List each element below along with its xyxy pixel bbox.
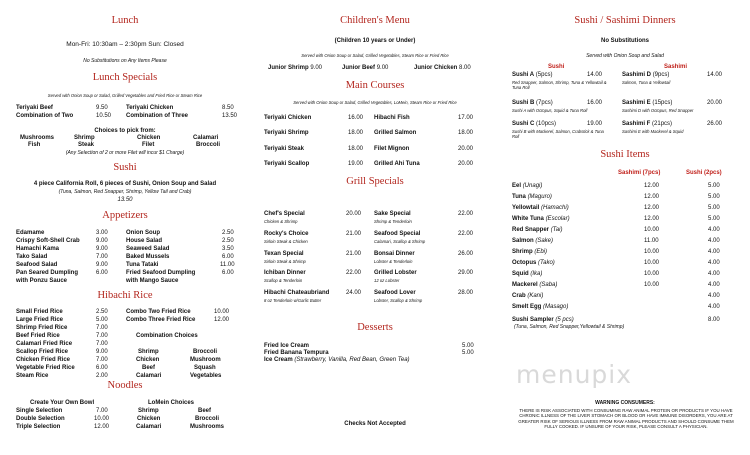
- lomein-choices-title: LoMein Choices: [148, 400, 195, 406]
- menu-item-name: Teriyaki Beef: [16, 105, 53, 111]
- menu-item-price: 8.00: [459, 65, 471, 71]
- kids-item: [414, 65, 471, 71]
- sashimi-dinner-title: Sashimi E (15pcs): [622, 100, 673, 106]
- sushi-price: 4.00: [708, 249, 720, 255]
- sushi-lunch-contents: (Tuna, Salmon, Red Snapper, Shrimp, Yellow Tail and Crab): [58, 189, 192, 195]
- menu-item-description: Sirloin Steak & Shrimp: [264, 259, 306, 264]
- sushi-price-header: Sushi (2pcs): [686, 170, 722, 176]
- combination-choice: Mushroom: [190, 357, 221, 363]
- menu-item-name: Junior Shrimp: [268, 65, 309, 71]
- choice-item: Filet: [142, 142, 155, 148]
- menu-item-price: 18.00: [458, 130, 474, 136]
- menu-item-name: Teriyaki Chicken: [126, 105, 174, 111]
- sushi-price: 4.00: [708, 260, 720, 266]
- menu-item-price: 24.00: [346, 290, 362, 296]
- menu-item-name: Salmon (Sake): [512, 238, 554, 244]
- menu-item-price: 14.00: [587, 72, 603, 78]
- menu-item-price: 9.00: [376, 65, 389, 71]
- menu-item-price: 21.00: [346, 251, 362, 257]
- menu-item-description: Red Snapper, Salmon, Shrimp, Tuna & Yellowtail & Tuna Roll: [512, 80, 607, 91]
- sashimi-price: 10.00: [644, 227, 660, 233]
- menu-item-price: 22.00: [458, 231, 474, 237]
- menu-item-price: 16.00: [348, 115, 364, 121]
- sushi-price: 4.00: [708, 304, 720, 310]
- menu-item-name: Fried Banana Tempura: [264, 350, 329, 356]
- dessert-ice-cream: [264, 357, 410, 363]
- menu-item-price: 7.00: [96, 357, 108, 363]
- menu-item-name: Grilled Lobster: [374, 270, 417, 276]
- menu-item-price: 9.00: [96, 262, 108, 268]
- choice-item: Steak: [78, 142, 95, 148]
- menu-item-name: Eel (Unagi): [512, 183, 543, 189]
- grill-specials-heading: Grill Specials: [346, 176, 404, 187]
- menu-item-name: Sake Special: [374, 211, 411, 217]
- menu-item-name: Shrimp (Ebi): [512, 249, 548, 255]
- menu-item-name: Rocky's Choice: [264, 231, 309, 237]
- menu-item-description: Sushi B with Mackerel, Salmon, Crabstick & Tuna Roll: [512, 129, 604, 140]
- menu-item-name: Crispy Soft-Shell Crab: [16, 238, 80, 244]
- menu-item-price: 11.00: [220, 262, 235, 268]
- sashimi-price: 12.00: [644, 194, 660, 200]
- menu-item-name: Triple Selection: [16, 424, 61, 430]
- kids-item: [342, 65, 388, 71]
- menu-item-description: Sirloin Steak & Chicken: [264, 239, 308, 244]
- menu-item-name: Seaweed Salad: [126, 246, 170, 252]
- menu-item-description: (Strawberry, Vanilla, Red Bean, Green Tea): [294, 357, 410, 363]
- menu-item-description: Lobster, Scallop & Shrimp: [374, 298, 423, 303]
- menu-item-name: Hibachi Chateaubriand: [264, 290, 330, 296]
- menu-item-name: Combo Two Fried Rice: [126, 309, 191, 315]
- menu-item-price: 9.00: [96, 246, 108, 252]
- menu-item-price: 7.00: [96, 408, 108, 414]
- menu-item-price: 13.50: [222, 113, 238, 119]
- childrens-menu-note: Served with Onion Soup or Salad, Grilled Vegetables, Steam Rice or Fried Rice: [301, 53, 449, 58]
- menu-item-description: Sashimi D with Octopus, Red Snapper: [622, 108, 694, 113]
- combination-choices-title: Combination Choices: [136, 333, 198, 339]
- menu-item-name: Octopus (Tako): [512, 260, 555, 266]
- menu-item-description: Chicken & Shrimp: [264, 219, 298, 224]
- menu-item-price: 5.00: [96, 317, 108, 323]
- menu-item-name: Junior Chicken: [414, 65, 458, 71]
- menu-item-price: 2.50: [222, 238, 234, 244]
- menu-item-name: Chef's Special: [264, 211, 305, 217]
- menu-item-price: 9.00: [310, 65, 323, 71]
- menu-item-description: Shrimp & Tenderloin: [374, 219, 412, 224]
- menu-item-price: 5.00: [462, 350, 474, 356]
- menu-item-price: 9.50: [96, 105, 108, 111]
- menu-item-name: Shrimp Fried Rice: [16, 325, 68, 331]
- lomein-choice: Shrimp: [138, 408, 159, 414]
- main-courses-heading: Main Courses: [345, 80, 405, 91]
- menu-item-name: Beef Fried Rice: [16, 333, 60, 339]
- sashimi-price: 10.00: [644, 282, 660, 288]
- menu-item-price: 7.00: [96, 333, 108, 339]
- menu-item-name: Teriyaki Shrimp: [264, 130, 309, 136]
- menu-item-description: Calamari, Scallop & Shrimp: [374, 239, 426, 244]
- sushi-sashimi-dinners-heading: Sushi / Sashimi Dinners: [574, 15, 676, 26]
- choice-item: Shrimp: [74, 135, 95, 141]
- column-dinner: [250, 0, 500, 455]
- menu-item-price: 18.00: [348, 146, 364, 152]
- menu-item-price: 28.00: [458, 290, 474, 296]
- menu-item-price: 19.00: [348, 161, 364, 167]
- combination-choice: Beef: [142, 365, 156, 371]
- sushi-price: 4.00: [708, 238, 720, 244]
- menu-item-price: 26.00: [458, 251, 474, 257]
- menu-item-description: Salmon, Tuna & Yellowtail: [622, 80, 671, 85]
- warning-text: [508, 408, 744, 429]
- sushi-sampler-title: Sushi Sampler (5 pcs): [512, 317, 574, 323]
- menu-item-name: Ice Cream: [264, 357, 293, 363]
- combination-choice: Chicken: [136, 357, 160, 363]
- menu-item-name: Combination of Three: [126, 113, 188, 119]
- main-courses-note: Served with Onion Soup or Salad, Grilled Vegetables, LoMein, Steam Rice or Fried Rice: [293, 100, 457, 105]
- menu-item-name: Onion Soup: [126, 230, 160, 236]
- sushi-items-heading: Sushi Items: [600, 149, 650, 160]
- menu-item-name: Double Selection: [16, 416, 65, 422]
- menu-item-name: Grilled Salmon: [374, 130, 417, 136]
- sashimi-column-label: Sashimi: [664, 64, 688, 70]
- menu-item-name: with Ponzu Sauce: [16, 278, 68, 284]
- menu-item-description: Sushi A with Octopus, Squid & Tuna Roll: [512, 108, 588, 113]
- lomein-choice: Mushrooms: [190, 424, 225, 430]
- no-substitutions: No Substitutions: [601, 38, 649, 44]
- sashimi-dinner-title: Sashimi F (21pcs): [622, 121, 673, 127]
- menu-item-description: Lobster & Tenderloin: [374, 259, 413, 264]
- menu-item-name: Seafood Special: [374, 231, 421, 237]
- menu-item-price: 3.50: [222, 246, 234, 252]
- no-substitutions-note: No Substitutions on Any Items Please: [83, 58, 167, 64]
- warning-title: WARNING CONSUMERS:: [595, 400, 655, 406]
- sushi-dinner-title: Sushi C (10pcs): [512, 121, 557, 127]
- menu-item-name: Squid (Ika): [512, 271, 543, 277]
- menu-item-name: Ichiban Dinner: [264, 270, 306, 276]
- choice-item: Broccoli: [196, 142, 221, 148]
- menu-item-name: Combo Three Fried Rice: [126, 317, 196, 323]
- menu-item-name: Mackerel (Saba): [512, 282, 558, 288]
- menu-item-price: 10.00: [94, 416, 110, 422]
- menu-item-name: Seafood Lover: [374, 290, 416, 296]
- menu-item-name: Teriyaki Scallop: [264, 161, 310, 167]
- lomein-choice: Calamari: [136, 424, 162, 430]
- menu-item-name: House Salad: [126, 238, 163, 244]
- sushi-price: 5.00: [708, 205, 720, 211]
- menu-item-description: 8 oz Tenderloin w/Garlic Butter: [264, 298, 322, 303]
- menu-item-price: 14.00: [707, 72, 723, 78]
- menu-item-name: Steam Rice: [16, 373, 49, 379]
- lunch-specials-note: Served with Onion Soup or Salad, Grilled Vegetables and Fried Rice or Steam Rice: [47, 93, 203, 98]
- appetizers-heading: Appetizers: [102, 210, 148, 221]
- sushi-price: 4.00: [708, 293, 720, 299]
- menu-item-price: 5.00: [462, 343, 474, 349]
- menu-item-name: Scallop Fried Rice: [16, 349, 69, 355]
- menu-item-price: 6.00: [222, 270, 234, 276]
- combination-choice: Broccoli: [193, 349, 218, 355]
- menu-item-price: 2.50: [222, 230, 234, 236]
- menu-item-name: Bonsai Dinner: [374, 251, 415, 257]
- sashimi-price: 10.00: [644, 249, 660, 255]
- menu-item-price: 2.00: [96, 373, 108, 379]
- lomein-choice: Beef: [198, 408, 212, 414]
- menu-item-name: Baked Mussels: [126, 254, 170, 260]
- sushi-price: 5.00: [708, 194, 720, 200]
- noodles-heading: Noodles: [107, 380, 143, 391]
- menu-item-description: Scallop & Tenderloin: [264, 278, 303, 283]
- kids-item: [268, 65, 322, 71]
- sushi-lunch-description: 4 piece California Roll, 6 pieces of Sushi, Onion Soup and Salad: [33, 181, 217, 187]
- sashimi-price-header: Sashimi (7pcs): [618, 170, 661, 176]
- menu-item-price: 8.50: [222, 105, 234, 111]
- warning-line: CHRONIC ILLNESS OF THE LIVER STOMACH OR BLOOD OR HAVE IMMUNE DISORDERS, YOU ARE AT: [519, 413, 733, 419]
- menu-item-price: 2.50: [96, 309, 108, 315]
- menu-item-price: 10.50: [96, 113, 112, 119]
- menu-item-price: 19.00: [587, 121, 603, 127]
- menu-item-name: Edamame: [16, 230, 45, 236]
- watermark-logo: menupix: [516, 360, 633, 389]
- menu-item-name: Fried Seafood Dumpling: [126, 270, 196, 276]
- checks-not-accepted: Checks Not Accepted: [344, 421, 406, 427]
- warning-line: FULLY COOKED. IF UNSURE OF YOUR RISK, PLEASE CONSULT A PHYSICIAN.: [544, 423, 708, 429]
- column-lunch: [0, 0, 250, 455]
- sashimi-price: 12.00: [644, 205, 660, 211]
- menu-item-price: 16.00: [587, 100, 603, 106]
- sashimi-price: 11.00: [644, 238, 659, 244]
- choices-note: (Any Selection of 2 or more Filet will incur $1 Charge): [65, 150, 185, 156]
- menu-item-price: 7.00: [96, 254, 108, 260]
- menu-item-name: Large Fried Rice: [16, 317, 64, 323]
- sushi-column-label: Sushi: [548, 64, 565, 70]
- menu-item-name: Crab (Kani): [512, 293, 544, 299]
- lunch-specials-heading: Lunch Specials: [92, 72, 158, 83]
- desserts-heading: Desserts: [357, 322, 393, 333]
- menu-item-price: 20.00: [707, 100, 723, 106]
- warning-line: THERE IS RISK ASSOCIATED WITH CONSUMING RAW ANIMAL PROTEIN OR PRODUCTS IF YOU HAVE: [519, 408, 733, 413]
- menu-item-price: 20.00: [458, 161, 474, 167]
- menu-item-price: 3.00: [96, 230, 108, 236]
- menu-item-name: Single Selection: [16, 408, 63, 414]
- sushi-price: 4.00: [708, 282, 720, 288]
- menu-item-name: Tuna Tataki: [126, 262, 159, 268]
- sushi-price: 5.00: [708, 183, 720, 189]
- menu-item-name: White Tuna (Escolar): [512, 216, 570, 222]
- lomein-choice: Chicken: [137, 416, 161, 422]
- menu-item-name: Vegetable Fried Rice: [16, 365, 75, 371]
- menu-item-name: Small Fried Rice: [16, 309, 63, 315]
- sashimi-dinner-title: Sashimi D (9pcs): [622, 72, 670, 78]
- sushi-lunch-price: 13.50: [117, 197, 133, 203]
- sashimi-price: 12.00: [644, 216, 660, 222]
- menu-item-name: Smelt Egg (Masago): [512, 304, 569, 310]
- sushi-dinner-title: Sushi B (7pcs): [512, 100, 553, 106]
- menu-item-name: Teriyaki Steak: [264, 146, 304, 152]
- menu-item-price: 9.00: [96, 349, 108, 355]
- menu-item-description: 12 oz Lobster: [374, 278, 400, 283]
- menu-item-name: Grilled Ahi Tuna: [374, 161, 420, 167]
- menu-item-name: Hibachi Fish: [374, 115, 410, 121]
- lunch-hours: Mon-Fri: 10:30am – 2:30pm Sun: Closed: [66, 41, 184, 48]
- menu-item-price: 29.00: [458, 270, 474, 276]
- sushi-price: 4.00: [708, 271, 720, 277]
- menu-item-name: Tuna (Maguro): [512, 194, 552, 200]
- warning-line: GREATER RISK OF SERIOUS ILLNESS FROM RAW ANIMAL PRODUCTS AND SHOULD CONSUME THEM: [518, 418, 734, 424]
- menu-item-price: 12.00: [214, 317, 230, 323]
- menu-item-price: 22.00: [458, 211, 474, 217]
- menu-item-name: Calamari Fried Rice: [16, 341, 73, 347]
- menu-item-name: with Mango Sauce: [126, 278, 179, 284]
- menu-item-name: Chicken Fried Rice: [16, 357, 71, 363]
- menu-item-price: 17.00: [458, 115, 474, 121]
- sushi-heading: Sushi: [113, 162, 137, 173]
- choice-item: Chicken: [137, 135, 161, 141]
- childrens-menu-heading: Children's Menu: [340, 15, 410, 26]
- lomein-choice: Broccoli: [195, 416, 220, 422]
- menu-item-name: Red Snapper (Tai): [512, 227, 563, 233]
- menu-item-price: 6.00: [222, 254, 234, 260]
- sushi-dinner-title: Sushi A (5pcs): [512, 72, 553, 78]
- menu-item-name: Hamachi Kama: [16, 246, 60, 252]
- menu-item-description: Sashimi E with Mackerel & Squid: [622, 129, 684, 134]
- menu-item-name: Seafood Salad: [16, 262, 58, 268]
- choices-title: Choices to pick from:: [94, 128, 156, 134]
- menu-item-price: 6.00: [96, 270, 108, 276]
- sushi-price: 4.00: [708, 227, 720, 233]
- menu-item-price: 22.00: [346, 270, 362, 276]
- sashimi-price: 12.00: [644, 183, 660, 189]
- menu-item-price: 6.00: [96, 365, 108, 371]
- menu-item-name: Fried Ice Cream: [264, 343, 310, 349]
- menu-item-price: 9.00: [96, 238, 108, 244]
- menu-item-price: 10.00: [214, 309, 230, 315]
- menu-item-name: Junior Beef: [342, 65, 376, 71]
- menu-item-price: 7.00: [96, 341, 108, 347]
- menu-item-price: 26.00: [707, 121, 723, 127]
- menu-item-price: 20.00: [458, 146, 474, 152]
- create-bowl-title: Create Your Own Bowl: [30, 400, 95, 406]
- menu-item-price: 21.00: [346, 231, 362, 237]
- combination-choice: Vegetables: [190, 373, 222, 379]
- menu-item-price: 18.00: [348, 130, 364, 136]
- sushi-dinners-note: Served with Onion Soup and Salad: [586, 53, 664, 59]
- menu-item-price: 7.00: [96, 325, 108, 331]
- choice-item: Mushrooms: [20, 135, 55, 141]
- childrens-age-note: (Children 10 years or Under): [334, 38, 416, 44]
- menu-item-name: Teriyaki Chicken: [264, 115, 312, 121]
- choice-item: Fish: [28, 142, 41, 148]
- menu-item-name: Tako Salad: [16, 254, 48, 260]
- menu-item-name: Yellowtail (Hamachi): [512, 205, 569, 211]
- menu-item-name: Combination of Two: [16, 113, 74, 119]
- sushi-sampler-description: (Tuna, Salmon, Red Snapper,Yellowtail & Shrimp): [514, 324, 625, 330]
- menu-item-price: 8.00: [708, 317, 720, 323]
- sashimi-price: 10.00: [644, 260, 660, 266]
- choice-item: Calamari: [193, 135, 219, 141]
- combination-choice: Calamari: [136, 373, 162, 379]
- menu-item-price: 20.00: [346, 211, 362, 217]
- menu-item-price: 12.00: [94, 424, 110, 430]
- combination-choice: Squash: [194, 365, 216, 371]
- menu-item-name: Texan Special: [264, 251, 304, 257]
- menu-item-name: Filet Mignon: [374, 146, 410, 152]
- column-sushi: [500, 0, 750, 455]
- combination-choice: Shrimp: [138, 349, 159, 355]
- menu-item-name: Pan Seared Dumpling: [16, 270, 79, 276]
- lunch-heading: Lunch: [111, 15, 139, 26]
- sushi-price: 5.00: [708, 216, 720, 222]
- hibachi-rice-heading: Hibachi Rice: [97, 290, 153, 301]
- sashimi-price: 10.00: [644, 271, 660, 277]
